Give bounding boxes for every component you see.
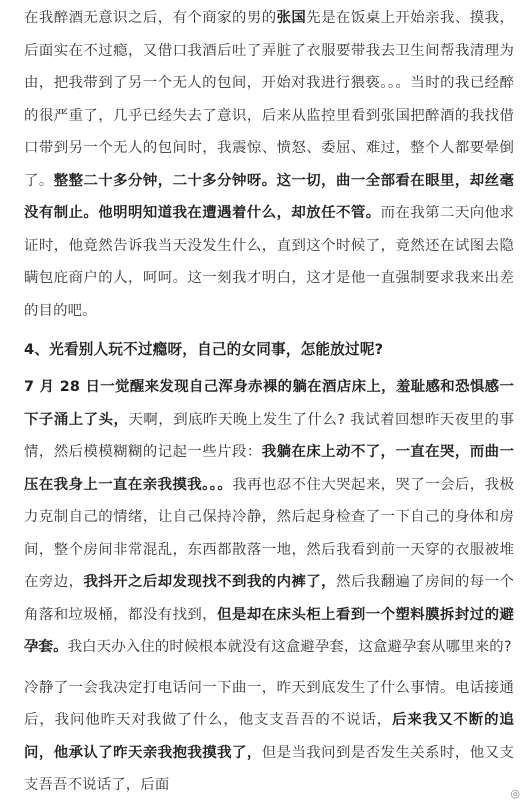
- section-heading: 4、光看别人玩不过瘾呀，自己的女同事，怎能放过呢?: [24, 341, 384, 358]
- watermark-icon: ◎: [510, 787, 520, 800]
- bold-text-run: 整整二十多分钟，二十多分钟呀。这一切，曲一全部看在眼里，却丝毫没有制止。他明明知道我在遭遇着什么，却放任不管。: [24, 172, 514, 221]
- bold-text-run: 我躺在床上动不了，一直在哭，而曲一压在我身上一直在亲我摸我。。。: [24, 444, 514, 493]
- text-run: 然后我翻遍了房间的每一个角落和垃圾桶，都没有找到，: [24, 574, 514, 623]
- text-run: 但是当我问到是否发生关系时，他又支支吾吾不说话了，后面: [24, 744, 514, 793]
- bold-text-run: 后来我又不断的追问，他承认了昨天亲我抱我摸我了，: [24, 712, 514, 761]
- text-run: 在我醉酒无意识之后，有个商家的男的: [24, 10, 277, 26]
- paragraph-1: [24, 2, 514, 327]
- bold-text-run: 我抖开之后却发现找不到我的内裤了，: [83, 574, 337, 590]
- text-run: 天啊，到底昨天晚上发生了什么? 我试着回想昨天夜里的事情，然后模模糊糊的记起一些片段：: [24, 411, 514, 460]
- text-run: 而在我第二天向他求证时，他竟然告诉我当天没发生什么，直到这个时候了，竟然还在试图去隐瞒包庇商户的人，呵呵。这一刻我才明白，这才是他一直强制要求我来出差的目的吧。: [24, 205, 514, 319]
- paragraph-2: [24, 371, 514, 664]
- text-run: 冷静了一会我决定打电话问一下曲一，昨天到底发生了什么事情。电话接通后，我问他昨天对我做了什么，他支支吾吾的不说话，: [24, 679, 514, 728]
- bold-text-run: 张国: [276, 10, 307, 26]
- text-run: 先是在饭桌上开始亲我、摸我，后面实在不过瘾，又借口我酒后吐了弄脏了衣服要带我去卫生间帮我清理为由，把我带到了另一个无人的包间，开始对我进行猥亵。。。当时的我已经醉的很严重了，几乎已经失去了意识，后来从监控里看到张国把醉酒的我找借口带到另一个无人的包间时，我震惊、愤怒、委屈、难过，整个人都要晕倒了。: [24, 10, 514, 189]
- bold-text-run: 但是却在床头柜上看到一个塑料膜拆封过的避孕套。: [24, 606, 514, 655]
- bold-text-run: 7 月 28 日一觉醒来发现自己浑身赤裸的躺在酒店床上，羞耻感和恐惧感一下子涌上了头，: [24, 379, 514, 428]
- text-run: 我再也忍不住大哭起来，哭了一会后，我极力克制自己的情绪，让自己保持冷静，然后起身检查了一下自己的身体和房间，整个房间非常混乱，东西都散落一地，然后我看到前一天穿的衣服被堆在旁边，: [24, 476, 514, 590]
- paragraph-3: [24, 672, 514, 802]
- text-run: 我白天办入住的时候根本就没有这盒避孕套，这盒避孕套从哪里来的?: [67, 639, 512, 655]
